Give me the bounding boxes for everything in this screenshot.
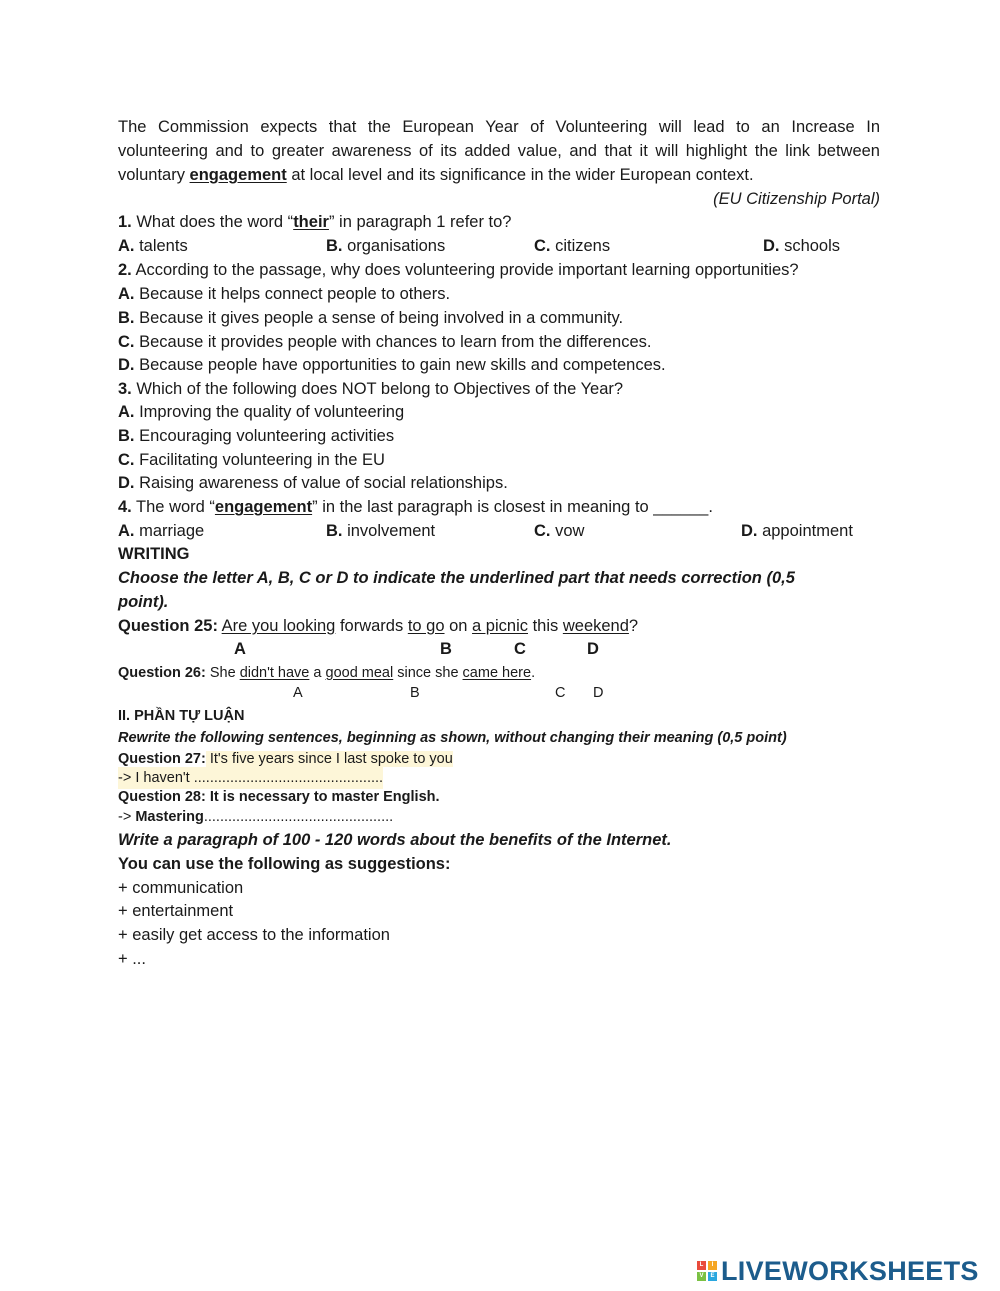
q25-label-c: C	[514, 640, 526, 658]
suggestion-item: + ...	[118, 950, 146, 968]
question-4: 4. The word “engagement” in the last paragraph is closest in meaning to ______.	[118, 498, 713, 516]
logo-block-4: E	[708, 1272, 717, 1281]
q2-option-b[interactable]: B. Because it gives people a sense of being involved in a community.	[118, 309, 624, 327]
logo-block-2: I	[708, 1261, 717, 1270]
q1-option-d[interactable]: D. schools	[763, 237, 841, 255]
part-2-heading: II. PHẦN TỰ LUẬN	[118, 708, 245, 724]
q25-part-d[interactable]: weekend	[562, 617, 629, 635]
q25-part-a[interactable]: Are you looking	[221, 617, 336, 635]
q26-label-b: B	[410, 685, 420, 701]
q4-option-b[interactable]: B. involvement	[326, 522, 436, 540]
suggestion-item: + easily get access to the information	[118, 926, 390, 944]
q25-part-b[interactable]: to go	[407, 617, 445, 635]
q26-label-c: C	[555, 685, 566, 701]
logo-text: LIVEWORKSHEETS	[721, 1255, 979, 1286]
writing-instruction-line-1: Choose the letter A, B, C or D to indicate the underlined part that needs correction (0,5	[118, 569, 795, 587]
liveworksheets-logo[interactable]	[697, 1256, 979, 1286]
suggestion-item: + communication	[118, 879, 244, 897]
q2-option-d[interactable]: D. Because people have opportunities to gain new skills and competences.	[118, 356, 666, 374]
question-25: Question 25: Are you looking forwards to go on a picnic this weekend?	[118, 617, 639, 635]
q26-label-a: A	[293, 685, 303, 701]
q27-sentence: It's five years since I last spoke to you	[205, 751, 453, 767]
writing-instruction-line-2: point).	[118, 593, 169, 611]
question-28: Question 28: It is necessary to master English.	[118, 789, 440, 805]
logo-block-1: L	[697, 1261, 706, 1270]
q27-answer-line[interactable]: -> I haven't ...............................................	[118, 767, 383, 789]
passage-source: (EU Citizenship Portal)	[713, 190, 880, 208]
q26-part-c[interactable]: came here	[462, 665, 532, 681]
q3-option-c[interactable]: C. Facilitating volunteering in the EU	[118, 451, 385, 469]
q26-label-d: D	[593, 685, 604, 701]
suggestions-heading: You can use the following as suggestions:	[118, 855, 451, 873]
keyword-engagement-q4: engagement	[214, 498, 313, 516]
q25-label-a: A	[234, 640, 246, 658]
q4-option-a[interactable]: A. marriage	[118, 522, 205, 540]
q4-option-c[interactable]: C. vow	[534, 522, 585, 540]
logo-blocks-icon	[697, 1261, 717, 1281]
passage-line-2: volunteering and to greater awareness of its added value, and that it will highlight the link between	[118, 142, 880, 160]
question-1: 1. What does the word “their” in paragraph 1 refer to?	[118, 213, 512, 231]
keyword-their: their	[293, 213, 329, 231]
part-2-instruction: Rewrite the following sentences, beginning as shown, without changing their meaning (0,5 point)	[118, 730, 787, 746]
q25-label-b: B	[440, 640, 452, 658]
q3-option-a[interactable]: A. Improving the quality of volunteering	[118, 403, 405, 421]
logo-block-3: V	[697, 1272, 706, 1281]
question-27: Question 27: It's five years since I last spoke to you	[118, 751, 453, 767]
q1-option-c[interactable]: C. citizens	[534, 237, 611, 255]
q3-option-b[interactable]: B. Encouraging volunteering activities	[118, 427, 395, 445]
question-3: 3. Which of the following does NOT belong to Objectives of the Year?	[118, 380, 624, 398]
q2-option-a[interactable]: A. Because it helps connect people to others.	[118, 285, 451, 303]
suggestion-item: + entertainment	[118, 902, 234, 920]
q28-answer-line[interactable]: -> Mastering...............................................	[118, 809, 394, 825]
q4-option-d[interactable]: D. appointment	[741, 522, 853, 540]
question-26: Question 26: She didn't have a good meal since she came here.	[118, 665, 536, 681]
writing-heading: WRITING	[118, 545, 190, 563]
q26-part-b[interactable]: good meal	[325, 665, 394, 681]
question-2: 2. According to the passage, why does volunteering provide important learning opportunities?	[118, 261, 799, 279]
q25-label-d: D	[587, 640, 599, 658]
q26-part-a[interactable]: didn't have	[239, 665, 310, 681]
passage-line-1: The Commission expects that the European Year of Volunteering will lead to an Increase In	[118, 118, 880, 136]
passage-line-3: voluntary engagement at local level and its significance in the wider European context.	[118, 166, 754, 184]
paragraph-instruction: Write a paragraph of 100 - 120 words about the benefits of the Internet.	[118, 831, 672, 849]
q1-option-b[interactable]: B. organisations	[326, 237, 446, 255]
q1-option-a[interactable]: A. talents	[118, 237, 188, 255]
q3-option-d[interactable]: D. Raising awareness of value of social relationships.	[118, 474, 508, 492]
q2-option-c[interactable]: C. Because it provides people with chances to learn from the differences.	[118, 333, 652, 351]
q25-part-c[interactable]: a picnic	[472, 617, 528, 635]
keyword-engagement: engagement	[189, 166, 287, 184]
